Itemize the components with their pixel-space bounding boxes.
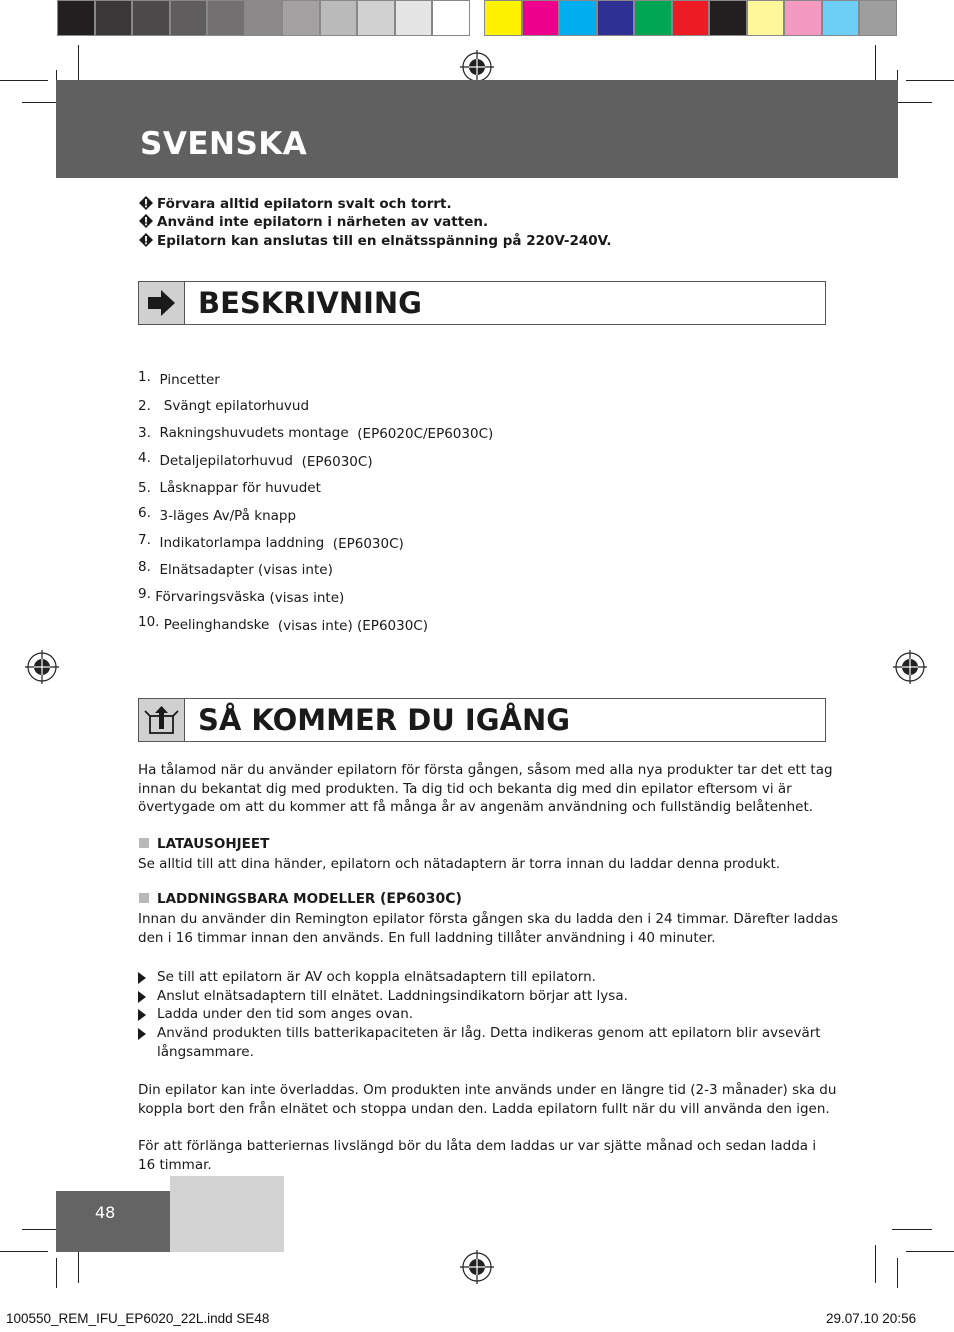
list-text: Ladda under den tid som anges ovan. — [157, 1006, 414, 1022]
section-description-header — [138, 281, 826, 325]
list-number: 6. — [138, 505, 151, 521]
list-item — [138, 398, 309, 414]
list-text: Anslut elnätsadaptern till elnätet. Laddningsindikatorn börjar att lysa. — [157, 988, 628, 1004]
page-tab-light — [170, 1176, 284, 1252]
charging-paragraph: Se alltid till att dina händer, epilatorn och nätadaptern är torra innan du laddar denna produkt. — [138, 856, 781, 872]
intro-paragraph: Ha tålamod när du använder epilatorn för första gången, såsom med alla nya produkter tar det ett tag innan du bekantat dig med produkten. Ta dig tid och bekanta dig med din epilator eftersom vi är övertygade om att du kommer att få många år av angenäm användning och fullständig belåtenhet. — [138, 762, 833, 815]
section-icon-cell — [139, 282, 185, 324]
list-number: 9. — [138, 586, 151, 602]
crop-mark — [78, 45, 79, 83]
list-number: 4. — [138, 450, 151, 466]
model-code: (EP6030C) — [357, 618, 429, 634]
color-swatch — [282, 0, 320, 36]
list-item — [138, 614, 429, 634]
color-swatch — [822, 0, 860, 36]
triangle-bullet-icon — [138, 972, 146, 984]
color-swatch — [747, 0, 785, 36]
section-icon-cell — [139, 699, 185, 741]
list-number: 2. — [138, 398, 151, 414]
list-text: Se till att epilatorn är AV och koppla elnätsadaptern till epilatorn. — [157, 969, 596, 985]
list-item — [138, 987, 838, 1006]
color-swatch — [395, 0, 433, 36]
list-extra: (visas inte) — [269, 590, 345, 606]
model-code: (EP6030C) — [332, 536, 404, 552]
square-bullet-icon — [139, 838, 149, 848]
crop-mark — [892, 1229, 932, 1230]
triangle-bullet-icon — [138, 1009, 146, 1021]
list-number: 8. — [138, 559, 151, 575]
triangle-bullet-icon — [138, 1028, 146, 1040]
subheading-text: LATAUSOHJEET — [157, 836, 270, 852]
list-number: 7. — [138, 532, 151, 548]
color-swatch — [320, 0, 358, 36]
crop-mark — [56, 1258, 57, 1288]
color-swatch — [709, 0, 747, 36]
warning-line — [139, 233, 612, 249]
list-text: Indikatorlampa laddning — [159, 535, 325, 551]
registration-mark-icon — [893, 650, 927, 684]
list-item — [138, 1005, 838, 1024]
page-number: 48 — [95, 1203, 116, 1222]
color-swatch — [432, 0, 470, 36]
color-swatch — [859, 0, 897, 36]
color-swatch — [357, 0, 395, 36]
footer-timestamp: 29.07.10 20:56 — [826, 1311, 917, 1326]
model-code: (EP6020C/EP6030C) — [357, 426, 494, 442]
crop-mark — [892, 102, 932, 103]
section-getting-started-header — [138, 698, 826, 742]
registration-mark-icon — [25, 650, 59, 684]
square-bullet-icon — [139, 893, 149, 903]
list-item — [138, 425, 493, 441]
color-swatch — [597, 0, 635, 36]
warning-icon — [139, 233, 153, 247]
list-text: Låsknappar för huvudet — [159, 480, 321, 496]
color-swatch — [57, 0, 95, 36]
list-number: 10. — [138, 614, 160, 630]
list-item — [138, 505, 297, 524]
warning-icon — [139, 214, 153, 228]
list-number: 5. — [138, 480, 151, 496]
color-swatch — [672, 0, 710, 36]
list-text: Elnätsadapter (visas inte) — [159, 562, 333, 578]
crop-mark — [875, 1245, 876, 1283]
crop-mark — [0, 1251, 48, 1252]
list-item — [138, 450, 373, 470]
crop-mark — [897, 1258, 898, 1288]
rechargeable-paragraph: Innan du använder din Remington epilator första gången ska du ladda den i 24 timmar. Därefter laddas den i 16 timmar innan den används. En full laddning tillåter användning i 40 minuter. — [138, 911, 839, 946]
registration-mark-icon — [460, 1250, 494, 1284]
subheading-text: LADDNINGSBARA MODELLER — [157, 891, 376, 907]
warning-line — [139, 214, 488, 230]
subheading — [139, 836, 269, 852]
list-text: Pincetter — [159, 372, 220, 388]
warning-text: Förvara alltid epilatorn svalt och torrt. — [157, 196, 452, 212]
box-icon — [139, 699, 184, 741]
list-text: 3-läges Av/På knapp — [159, 508, 297, 524]
color-swatch — [170, 0, 208, 36]
warning-icon — [139, 196, 153, 210]
color-swatch — [559, 0, 597, 36]
crop-mark — [875, 45, 876, 83]
list-text: Detaljepilatorhuvud — [159, 453, 293, 469]
warning-line — [139, 196, 452, 212]
page-title: SVENSKA — [140, 126, 308, 162]
color-swatch — [132, 0, 170, 36]
color-swatch — [95, 0, 133, 36]
list-item — [138, 586, 345, 606]
list-extra: (visas inte) — [277, 618, 353, 634]
footer-filename: 100550_REM_IFU_EP6020_22L.indd SE48 — [6, 1311, 270, 1326]
section-title: SÅ KOMMER DU IGÅNG — [198, 703, 571, 737]
list-item — [138, 1024, 828, 1061]
triangle-bullet-icon — [138, 991, 146, 1003]
crop-mark — [906, 80, 954, 81]
process-color-bar — [484, 0, 897, 38]
color-swatch — [634, 0, 672, 36]
list-number: 1. — [138, 369, 151, 385]
list-text: Rakningshuvudets montage — [159, 425, 349, 441]
color-swatch — [207, 0, 245, 36]
list-item — [138, 532, 404, 552]
section-title: BESKRIVNING — [198, 286, 422, 320]
warning-text: Använd inte epilatorn i närheten av vatten. — [157, 214, 489, 230]
overcharge-paragraph: Din epilator kan inte överladdas. Om produkten inte används under en längre tid (2-3 månader) ska du koppla bort den från elnätet och stoppa undan den. Ladda epilatorn fullt när du vill använda den igen. — [138, 1082, 837, 1117]
color-swatch — [245, 0, 283, 36]
model-code: (EP6030C) — [380, 891, 462, 907]
grayscale-color-bar — [57, 0, 470, 38]
registration-mark-icon — [460, 50, 494, 84]
list-text: Svängt epilatorhuvud — [163, 398, 310, 414]
list-number: 3. — [138, 425, 151, 441]
subheading — [139, 891, 462, 907]
list-item — [138, 480, 321, 496]
list-item — [138, 369, 220, 388]
warning-text: Epilatorn kan anslutas till en elnätsspänning på 220V-240V. — [157, 233, 612, 249]
color-swatch — [784, 0, 822, 36]
color-swatch — [484, 0, 522, 36]
battery-life-paragraph: För att förlänga batteriernas livslängd bör du låta dem laddas ur var sjätte månad och sedan ladda i 16 timmar. — [138, 1138, 817, 1173]
arrow-right-icon — [139, 282, 184, 324]
list-item — [138, 559, 333, 578]
list-item — [138, 968, 838, 987]
crop-mark — [0, 80, 48, 81]
model-code: (EP6030C) — [301, 454, 373, 470]
list-text: Använd produkten tills batterikapaciteten är låg. Detta indikeras genom att epilatorn blir avsevärt långsammare. — [157, 1025, 821, 1060]
crop-mark — [906, 1251, 954, 1252]
list-text: Peelinghandske — [163, 617, 270, 633]
color-swatch — [522, 0, 560, 36]
list-text: Förvaringsväska — [155, 589, 266, 605]
